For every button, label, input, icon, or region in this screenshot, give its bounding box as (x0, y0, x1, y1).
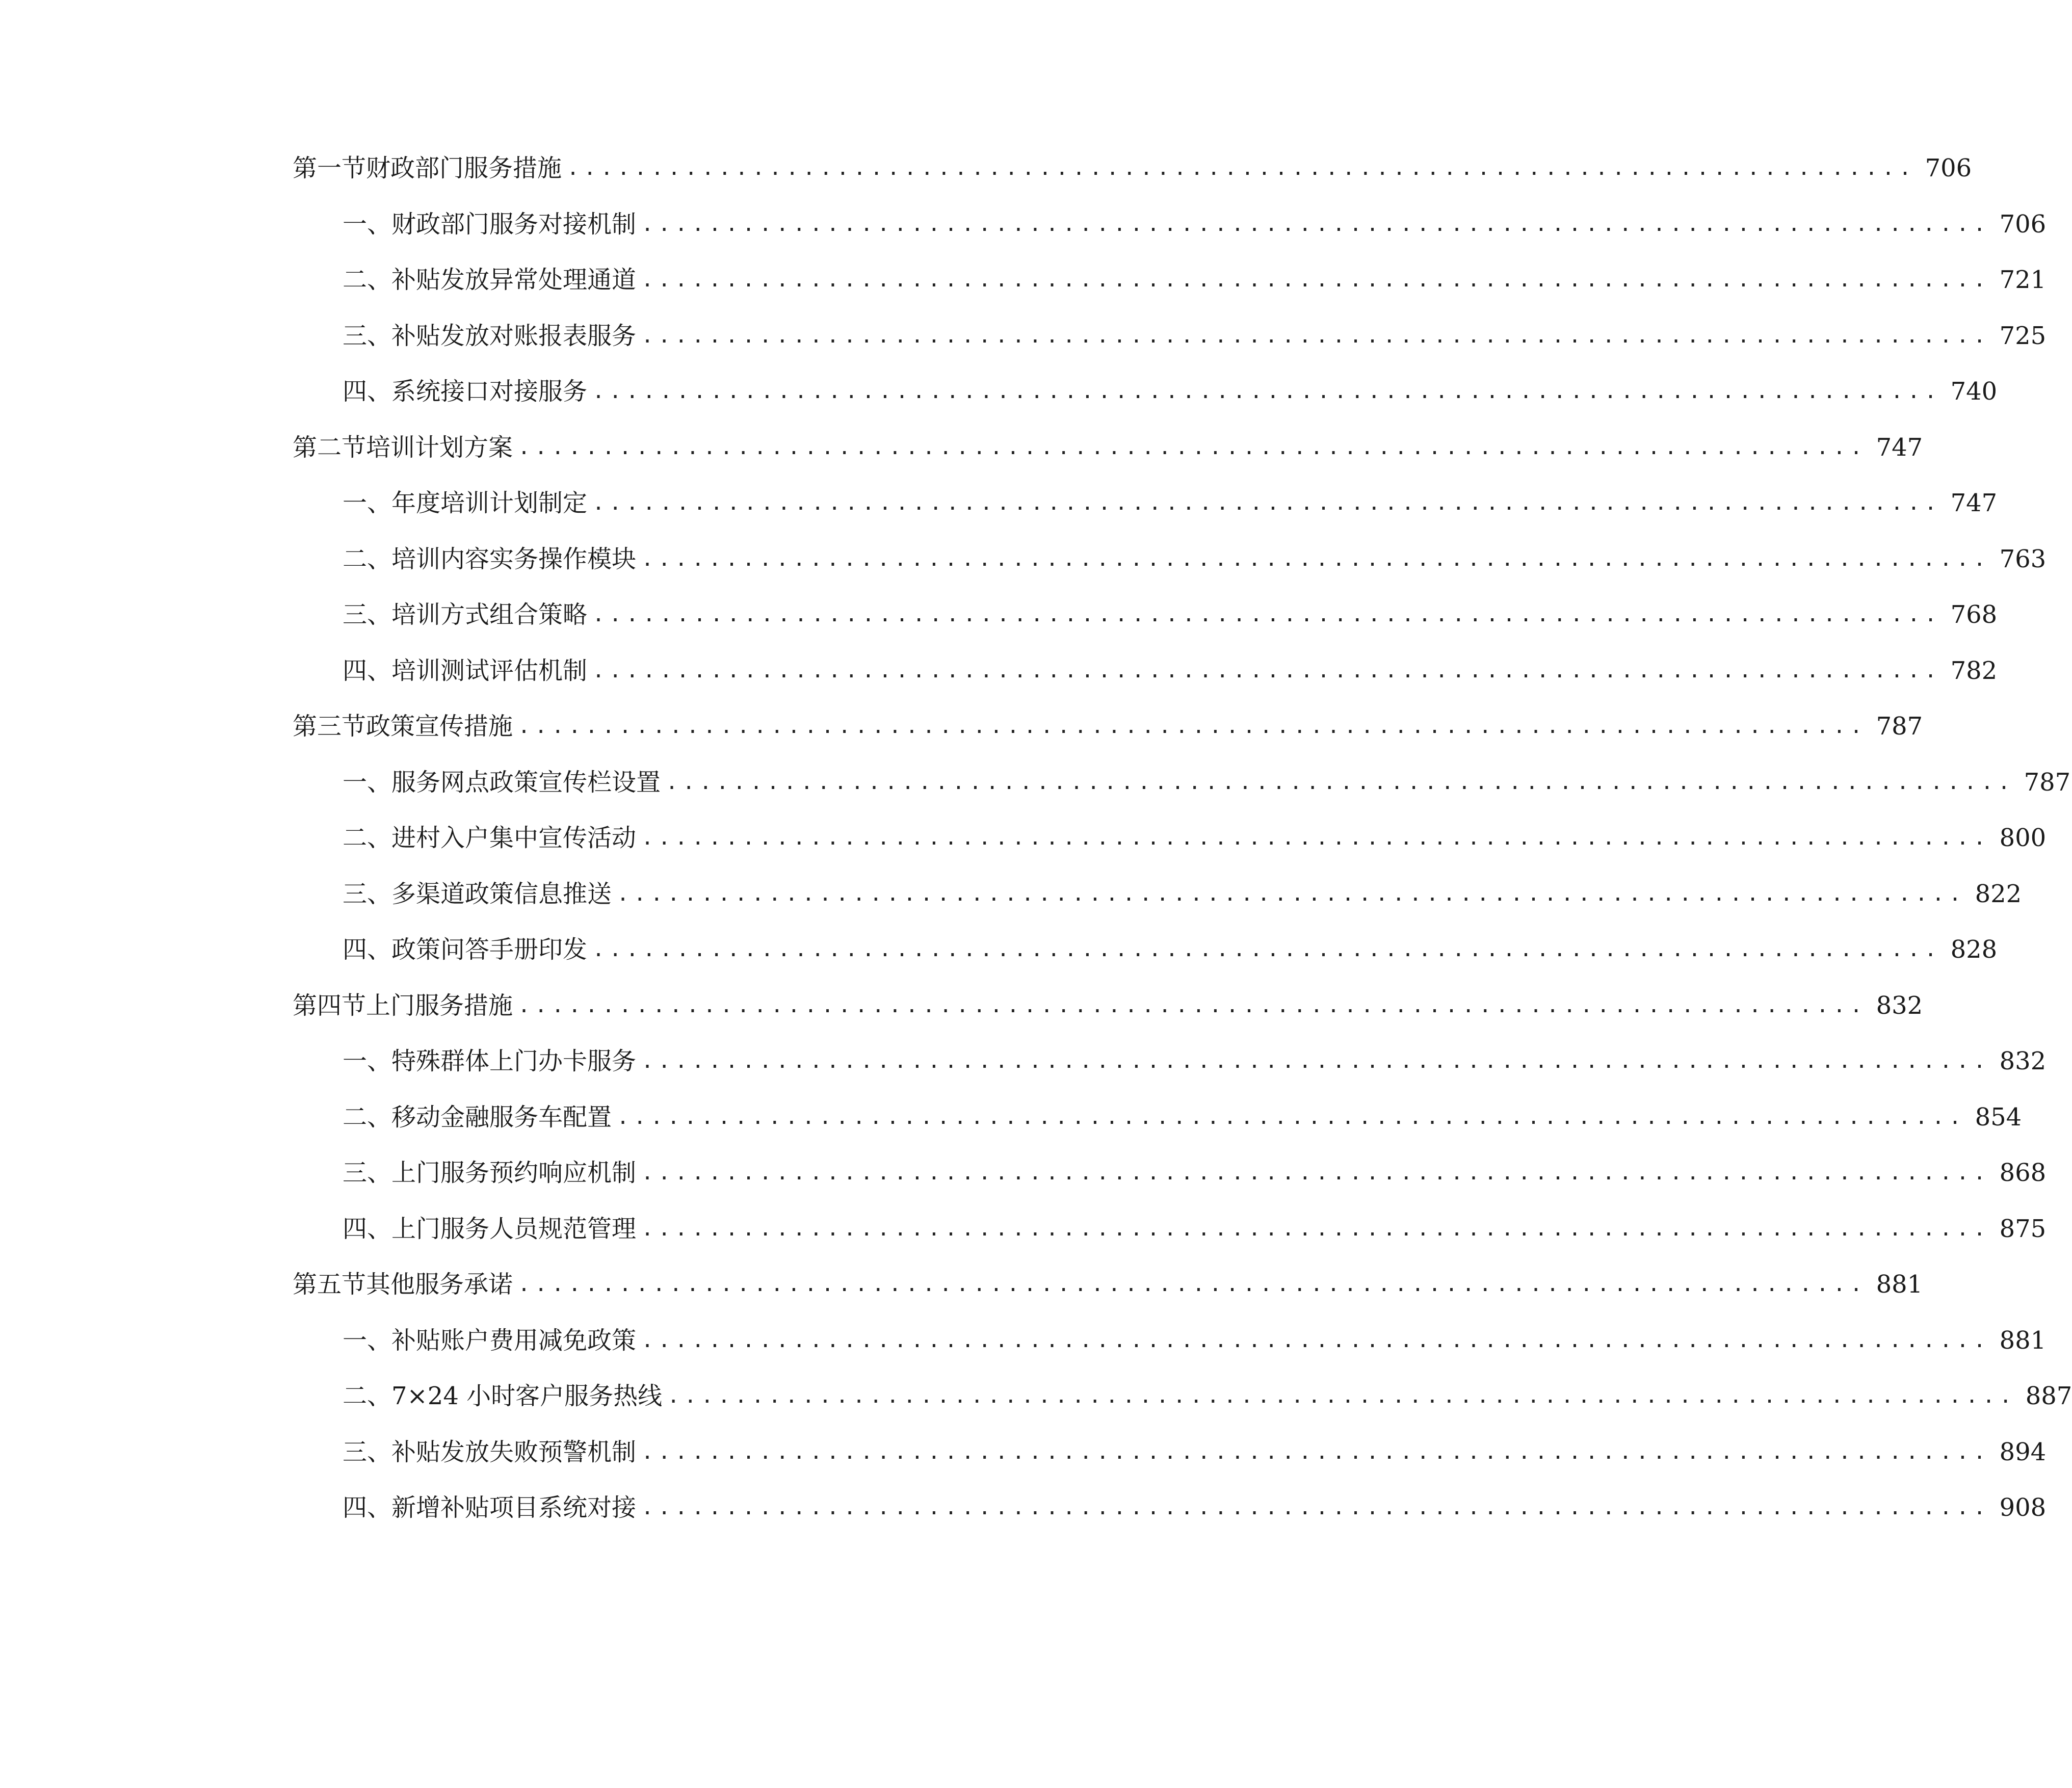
toc-dot-leader: ................................................................................ (617, 1106, 1966, 1129)
toc-entry-page-number: 787 (2024, 768, 2071, 797)
toc-entry-page-number: 881 (1876, 1270, 1923, 1299)
toc-entry-number: 第五节 (293, 1270, 366, 1299)
toc-entry-page-number: 894 (1999, 1438, 2047, 1466)
toc-entry[interactable] (0, 1312, 2047, 1369)
toc-entry-page-number: 787 (1876, 712, 1923, 741)
toc-dot-leader: ................................................................................ (641, 1161, 1990, 1185)
toc-entry-title: 7×24 小时客户服务热线 (391, 1382, 663, 1410)
toc-entry-title: 补贴发放失败预警机制 (391, 1438, 637, 1466)
toc-entry-title: 新增补贴项目系统对接 (391, 1493, 637, 1522)
toc-entry[interactable] (0, 531, 2047, 587)
toc-entry-title: 移动金融服务车配置 (391, 1103, 612, 1132)
toc-entry-title: 培训内容实务操作模块 (391, 545, 637, 573)
toc-entry[interactable] (0, 1033, 2047, 1089)
toc-entry[interactable] (0, 698, 1923, 754)
toc-dot-leader: ................................................................................ (641, 826, 1990, 850)
toc-entry-title: 年度培训计划制定 (391, 489, 588, 517)
toc-dot-leader: ................................................................................ (592, 380, 1942, 403)
toc-entry-page-number: 721 (1999, 266, 2047, 294)
toc-entry-page-number: 725 (1999, 322, 2047, 350)
toc-entry-page-number: 832 (1876, 991, 1923, 1020)
toc-entry[interactable] (0, 866, 2022, 922)
toc-dot-leader: ................................................................................ (567, 156, 1916, 180)
toc-entry[interactable] (0, 363, 1998, 419)
toc-entry-page-number: 740 (1950, 377, 1998, 406)
toc-entry-page-number: 782 (1950, 656, 1998, 685)
toc-entry-number: 一、 (343, 1047, 392, 1075)
toc-entry-page-number: 854 (1975, 1103, 2022, 1132)
toc-entry[interactable] (0, 1424, 2047, 1480)
toc-entry-title: 多渠道政策信息推送 (391, 880, 612, 908)
toc-entry-title: 补贴发放异常处理通道 (391, 266, 637, 294)
toc-entry-number: 二、 (343, 266, 392, 294)
toc-entry-page-number: 768 (1950, 600, 1998, 629)
toc-entry-page-number: 822 (1975, 880, 2022, 908)
toc-entry-title: 培训计划方案 (366, 433, 513, 462)
toc-entry[interactable] (0, 1201, 2047, 1257)
toc-entry-page-number: 881 (1999, 1326, 2047, 1355)
toc-entry[interactable] (0, 810, 2047, 866)
toc-entry-number: 三、 (343, 880, 392, 908)
toc-dot-leader: ................................................................................ (592, 603, 1942, 626)
toc-dot-leader: ................................................................................ (641, 268, 1990, 292)
toc-dot-leader: ................................................................................ (641, 213, 1990, 236)
toc-dot-leader: ................................................................................ (641, 547, 1990, 571)
toc-entry[interactable] (0, 1480, 2047, 1536)
toc-entry-page-number: 868 (1999, 1159, 2047, 1187)
toc-entry[interactable] (0, 475, 1998, 531)
toc-entry-title: 服务网点政策宣传栏设置 (391, 768, 661, 797)
toc-entry-number: 四、 (343, 935, 392, 964)
toc-dot-leader: ................................................................................ (592, 659, 1942, 682)
toc-dot-leader: ................................................................................ (518, 715, 1867, 738)
toc-dot-leader: ................................................................................ (617, 882, 1966, 906)
toc-entry[interactable] (0, 978, 1923, 1034)
toc-entry[interactable] (0, 1089, 2022, 1145)
toc-entry-title: 财政部门服务对接机制 (391, 210, 637, 239)
toc-dot-leader: ................................................................................ (641, 324, 1990, 348)
toc-entry-title: 上门服务预约响应机制 (391, 1159, 637, 1187)
toc-dot-leader: ................................................................................ (641, 1440, 1990, 1464)
toc-entry-title: 进村入户集中宣传活动 (391, 824, 637, 852)
toc-dot-leader: ................................................................................ (641, 1217, 1990, 1241)
toc-entry-number: 第二节 (293, 433, 366, 462)
toc-entry-title: 上门服务人员规范管理 (391, 1215, 637, 1243)
toc-entry[interactable] (0, 1256, 1923, 1312)
toc-entry-title: 特殊群体上门办卡服务 (391, 1047, 637, 1075)
toc-entry-page-number: 887 (2025, 1382, 2072, 1410)
toc-dot-leader: ................................................................................ (666, 771, 2015, 794)
toc-entry-page-number: 908 (1999, 1493, 2047, 1522)
toc-entry[interactable] (0, 140, 1972, 196)
toc-entry[interactable] (0, 922, 1998, 978)
toc-entry-number: 一、 (343, 1326, 392, 1355)
toc-entry[interactable] (0, 419, 1923, 476)
toc-dot-leader: ................................................................................ (518, 994, 1867, 1017)
toc-entry-title: 培训方式组合策略 (391, 600, 588, 629)
toc-entry-title: 政策问答手册印发 (391, 935, 588, 964)
toc-entry-number: 三、 (343, 600, 392, 629)
toc-entry-title: 补贴账户费用减免政策 (391, 1326, 637, 1355)
toc-dot-leader: ................................................................................ (592, 491, 1942, 515)
toc-dot-leader: ................................................................................ (641, 1496, 1990, 1519)
toc-entry-page-number: 763 (1999, 545, 2047, 573)
toc-entry-page-number: 706 (1925, 154, 1972, 182)
toc-dot-leader: ................................................................................ (667, 1384, 2016, 1408)
toc-entry-number: 四、 (343, 1215, 392, 1243)
toc-dot-leader: ................................................................................ (641, 1049, 1990, 1073)
toc-entry[interactable] (0, 587, 1998, 643)
toc-entry-title: 政策宣传措施 (366, 712, 513, 741)
toc-entry[interactable] (0, 1368, 2072, 1424)
toc-entry-page-number: 832 (1999, 1047, 2047, 1075)
toc-entry-title: 其他服务承诺 (366, 1270, 513, 1299)
toc-entry[interactable] (0, 308, 2047, 364)
toc-dot-leader: ................................................................................ (592, 938, 1942, 961)
toc-entry-title: 培训测试评估机制 (391, 656, 588, 685)
toc-entry-number: 第三节 (293, 712, 366, 741)
toc-entry-page-number: 800 (1999, 824, 2047, 852)
toc-entry-number: 一、 (343, 489, 392, 517)
toc-entry-page-number: 828 (1950, 935, 1998, 964)
toc-entry[interactable] (0, 196, 2047, 252)
toc-dot-leader: ................................................................................ (641, 1329, 1990, 1352)
toc-entry-number: 二、 (343, 1103, 392, 1132)
toc-entry-page-number: 747 (1950, 489, 1998, 517)
toc-entry-page-number: 747 (1876, 433, 1923, 462)
toc-entry[interactable] (0, 643, 1998, 699)
toc-entry-number: 二、 (343, 545, 392, 573)
toc-entry-number: 三、 (343, 322, 392, 350)
toc-entry-title: 财政部门服务措施 (366, 154, 562, 182)
toc-entry-title: 系统接口对接服务 (391, 377, 588, 406)
toc-entry-page-number: 875 (1999, 1215, 2047, 1243)
toc-dot-leader: ................................................................................ (518, 1273, 1867, 1296)
toc-dot-leader: ................................................................................ (518, 436, 1867, 459)
toc-entry[interactable] (0, 252, 2047, 308)
toc-entry-number: 三、 (343, 1159, 392, 1187)
toc-entry-title: 上门服务措施 (366, 991, 513, 1020)
toc-entry-number: 三、 (343, 1438, 392, 1466)
toc-entry-number: 二、 (343, 1382, 392, 1410)
toc-entry-number: 一、 (343, 768, 392, 797)
toc-entry-number: 二、 (343, 824, 392, 852)
toc-entry-title: 补贴发放对账报表服务 (391, 322, 637, 350)
toc-entry-number: 第一节 (293, 154, 366, 182)
toc-entry-number: 四、 (343, 656, 392, 685)
toc-entry[interactable] (0, 754, 2071, 810)
toc-entry-page-number: 706 (1999, 210, 2047, 239)
toc-entry[interactable] (0, 1145, 2047, 1201)
toc-entry-number: 第四节 (293, 991, 366, 1020)
toc-entry-number: 四、 (343, 377, 392, 406)
toc-entry-number: 一、 (343, 210, 392, 239)
toc-entry-number: 四、 (343, 1493, 392, 1522)
